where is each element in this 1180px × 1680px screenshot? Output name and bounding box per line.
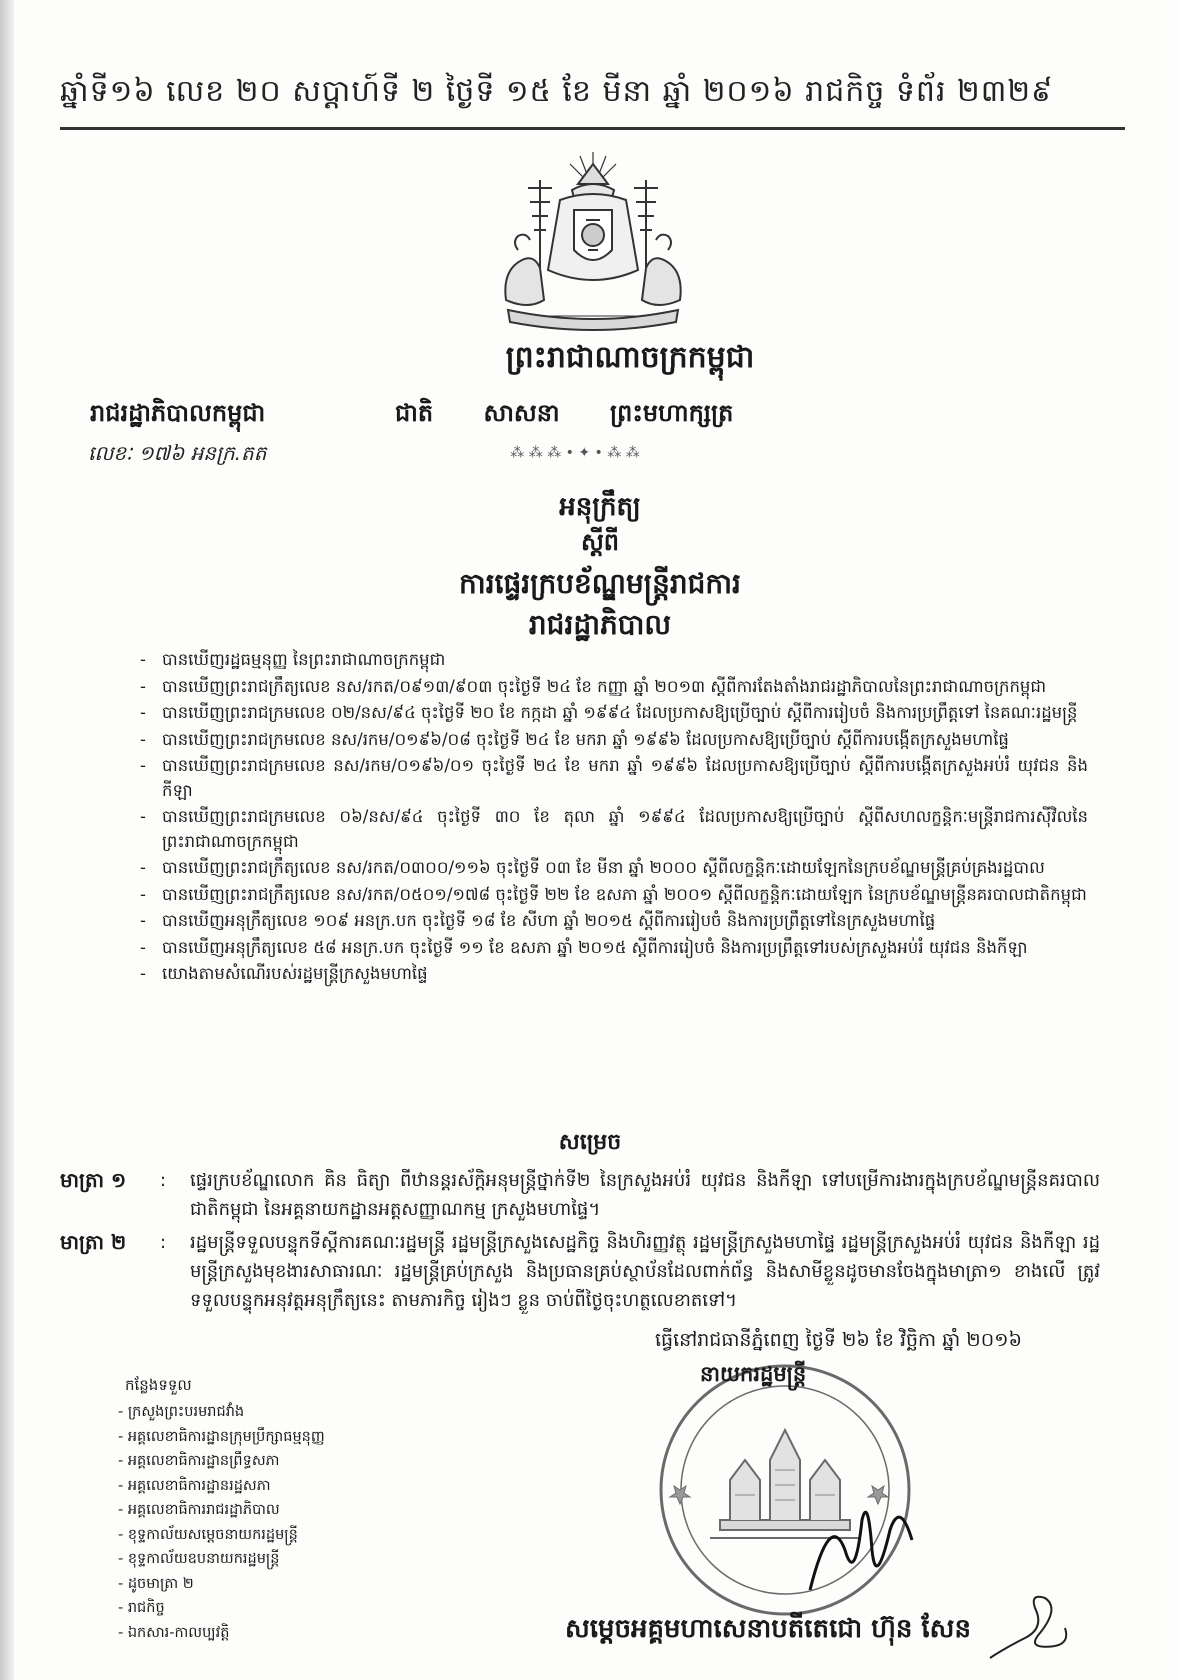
initial-flourish-icon [985, 1588, 1075, 1663]
consideration-item: - យោងតាមសំណើរបស់រដ្ឋមន្ត្រីក្រសួងមហាផ្ទៃ [138, 962, 1088, 987]
scan-edge-shadow [0, 0, 14, 1680]
consideration-item: - បានឃើញរដ្ឋធម្មនុញ្ញ នៃព្រះរាជាណាចក្រកម្ពុជា [138, 648, 1088, 673]
ornament-divider: ⁂ ⁂ ⁂ • ✦ • ⁂ ⁂ [510, 445, 640, 461]
article-1 [60, 1166, 1100, 1224]
gazette-header: ឆ្នាំទី១៦ លេខ ២០ សប្តាហ៍ទី ២ ថ្ងៃទី ១៥ ខែ មីនា ឆ្នាំ ២០១៦ រាជកិច្ច ទំព័រ ២៣២៩ [60, 74, 1054, 109]
recipient-item: - ខុទ្ទកាល័យសម្តេចនាយករដ្ឋមន្ត្រី [118, 1526, 298, 1543]
recipient-item: - ខុទ្ទកាល័យឧបនាយករដ្ឋមន្ត្រី [118, 1551, 280, 1567]
article-colon: : [160, 1170, 167, 1191]
consideration-item: - បានឃើញព្រះរាជក្រឹត្យលេខ នស/រកត/០៥០១/១៧៨ ចុះថ្ងៃទី ២២ ខែ ឧសភា ឆ្នាំ ២០០១ ស្តីពីលក្ខន្តិកៈដោយឡែក នៃក្របខ័ណ្ឌមន្ត្រីនគរបាលជាតិកម្ពុជា [138, 883, 1088, 908]
royal-emblem-icon [488, 150, 698, 335]
recipient-item: - អគ្គលេខាធិការរាជរដ្ឋាភិបាល [118, 1502, 280, 1518]
handwritten-signature-icon [800, 1490, 920, 1600]
consideration-item: - បានឃើញព្រះរាជក្រឹត្យលេខ នស/រកត/០៩១៣/៩០៣ ចុះថ្ងៃទី ២៤ ខែ កញ្ញា ឆ្នាំ ២០១៣ ស្តីពីការតែងតាំងរាជរដ្ឋាភិបាលនៃព្រះរាជាណាចក្រកម្ពុជា [138, 675, 1088, 700]
kingdom-title: ព្រះរាជាណាចក្រកម្ពុជា [505, 340, 755, 375]
article-colon: : [160, 1232, 167, 1253]
document-subject: ការផ្ទេរក្របខ័ណ្ឌមន្ត្រីរាជការ [459, 567, 741, 600]
national-motto [395, 398, 815, 433]
consideration-item: - បានឃើញអនុក្រឹត្យលេខ ៥៨ អនក្រ.បក ចុះថ្ងៃទី ១១ ខែ ឧសភា ឆ្នាំ ២០១៥ ស្តីពីការរៀបចំ និងការប្រព្រឹត្តទៅរបស់ក្រសួងអប់រំ យុវជន និងកីឡា [138, 936, 1088, 961]
document-about: ស្តីពី [580, 527, 620, 556]
article-text: រដ្ឋមន្ត្រីទទួលបន្ទុកទីស្តីការគណៈរដ្ឋមន្ត្រី រដ្ឋមន្ត្រីក្រសួងសេដ្ឋកិច្ច និងហិរញ្ញវត្ថុ រដ្ឋមន្ត្រីក្រសួងមហាផ្ទៃ រដ្ឋមន្ត្រីក្រសួងអប់រំ យុវជន និងកីឡា រដ្ឋមន្ត្រីក្រសួងមុខងារសាធារណៈ រដ្ឋមន្ត្រីគ្រប់ក្រសួង និងប្រធានគ្រប់ស្ថាប័នដែលពាក់ព័ន្ធ និងសាមីខ្លួនដូចមានចែងក្នុងមាត្រា១ ខាងលើ ត្រូវទទួលបន្ទុកអនុវត្តអនុក្រឹត្យនេះ តាមភារកិច្ច រៀងៗ ខ្លួន ចាប់ពីថ្ងៃចុះហត្ថលេខាតទៅ។ [190, 1232, 1100, 1311]
recipients-list [118, 1400, 325, 1645]
consideration-item: - បានឃើញព្រះរាជក្រមលេខ ០៦/នស/៩៤ ចុះថ្ងៃទី ៣០ ខែ តុលា ឆ្នាំ ១៩៩៤ ដែលប្រកាសឱ្យប្រើច្បាប់ ស្តីពីសហលក្ខន្តិកៈមន្ត្រីរាជការស៊ីវិលនៃព្រះរាជាណាចក្រកម្ពុជា [138, 805, 1088, 854]
recipients-title: កន្លែងទទួល [125, 1376, 192, 1394]
considerations-list [138, 648, 1088, 989]
document-authority: រាជរដ្ឋាភិបាល [528, 608, 672, 641]
recipient-item: - ដូចមាត្រា ២ [118, 1575, 194, 1592]
recipient-item: - រាជកិច្ច [118, 1600, 165, 1616]
motto-king: ព្រះមហាក្សត្រ [609, 399, 734, 427]
recipient-item: - អគ្គលេខាធិការដ្ឋានព្រឹទ្ធសភា [118, 1453, 280, 1469]
issuer-name: រាជរដ្ឋាភិបាលកម្ពុជា [90, 399, 266, 427]
done-at-place-date: ធ្វើនៅរាជធានីភ្នំពេញ ថ្ងៃទី ២៦ ខែ វិច្ឆិកា ឆ្នាំ ២០១៦ [655, 1329, 1022, 1351]
consideration-item: - បានឃើញព្រះរាជក្រមលេខ ០២/នស/៩៤ ចុះថ្ងៃទី ២០ ខែ កក្កដា ឆ្នាំ ១៩៩៤ ដែលប្រកាសឱ្យប្រើច្បាប់ ស្តីពីការរៀបចំ និងការប្រព្រឹត្តទៅ នៃគណៈរដ្ឋមន្ត្រី [138, 701, 1088, 726]
motto-nation: ជាតិ [395, 399, 434, 427]
recipient-item: - អគ្គលេខាធិការដ្ឋានរដ្ឋសភា [118, 1477, 271, 1494]
document-type: អនុក្រឹត្យ [559, 492, 641, 522]
motto-religion: សាសនា [483, 399, 560, 427]
recipient-item: - ក្រសួងព្រះបរមរាជវាំង [118, 1404, 245, 1420]
decision-heading: សម្រេច [558, 1130, 622, 1155]
consideration-item: - បានឃើញអនុក្រឹត្យលេខ ១០៩ អនក្រ.បក ចុះថ្ងៃទី ១៨ ខែ សីហា ឆ្នាំ ២០១៥ ស្តីពីការរៀបចំ និងការប្រព្រឹត្តទៅនៃក្រសួងមហាផ្ទៃ [138, 909, 1088, 934]
signer-name: សម្តេចអគ្គមហាសេនាបតីតេជោ ហ៊ុន សែន [565, 1614, 971, 1644]
reference-number: លេខៈ ១៧៦ អនក្រ.តត [88, 441, 267, 465]
recipient-item: - ឯកសារ-កាលប្បវត្តិ [118, 1624, 230, 1641]
consideration-item: - បានឃើញព្រះរាជក្រឹត្យលេខ នស/រកត/០៣០០/១១៦ ចុះថ្ងៃទី ០៣ ខែ មីនា ឆ្នាំ ២០០០ ស្តីពីលក្ខន្តិកៈដោយឡែកនៃក្របខ័ណ្ឌមន្ត្រីគ្រប់គ្រងរដ្ឋបាល [138, 856, 1088, 881]
recipient-item: - អគ្គលេខាធិការដ្ឋានក្រុមប្រឹក្សាធម្មនុញ្ញ [118, 1428, 325, 1445]
article-2 [60, 1228, 1100, 1315]
article-label: មាត្រា ១ [60, 1168, 127, 1192]
article-text: ផ្ទេរក្របខ័ណ្ឌលោក គិន ធិត្យា ពីឋានន្តរស័ក្តិអនុមន្ត្រីថ្នាក់ទី២ នៃក្រសួងអប់រំ យុវជន និងកីឡា ទៅបម្រើការងារក្នុងក្របខ័ណ្ឌមន្ត្រីនគរបាលជាតិកម្ពុជា នៃអគ្គនាយកដ្ឋានអត្តសញ្ញាណកម្ម ក្រសួងមហាផ្ទៃ។ [190, 1170, 1100, 1220]
article-label: មាត្រា ២ [60, 1230, 127, 1254]
signer-title: នាយករដ្ឋមន្ត្រី [700, 1362, 807, 1386]
header-rule [60, 127, 1125, 130]
consideration-item: - បានឃើញព្រះរាជក្រមលេខ នស/រកម/០១៩៦/០៨ ចុះថ្ងៃទី ២៤ ខែ មករា ឆ្នាំ ១៩៩៦ ដែលប្រកាសឱ្យប្រើច្បាប់ ស្តីពីការបង្កើតក្រសួងមហាផ្ទៃ [138, 728, 1088, 753]
consideration-item: - បានឃើញព្រះរាជក្រមលេខ នស/រកម/០១៩៦/០១ ចុះថ្ងៃទី ២៤ ខែ មករា ឆ្នាំ ១៩៩៦ ដែលប្រកាសឱ្យប្រើច្បាប់ ស្តីពីការបង្កើតក្រសួងអប់រំ យុវជន និងកីឡា [138, 754, 1088, 803]
